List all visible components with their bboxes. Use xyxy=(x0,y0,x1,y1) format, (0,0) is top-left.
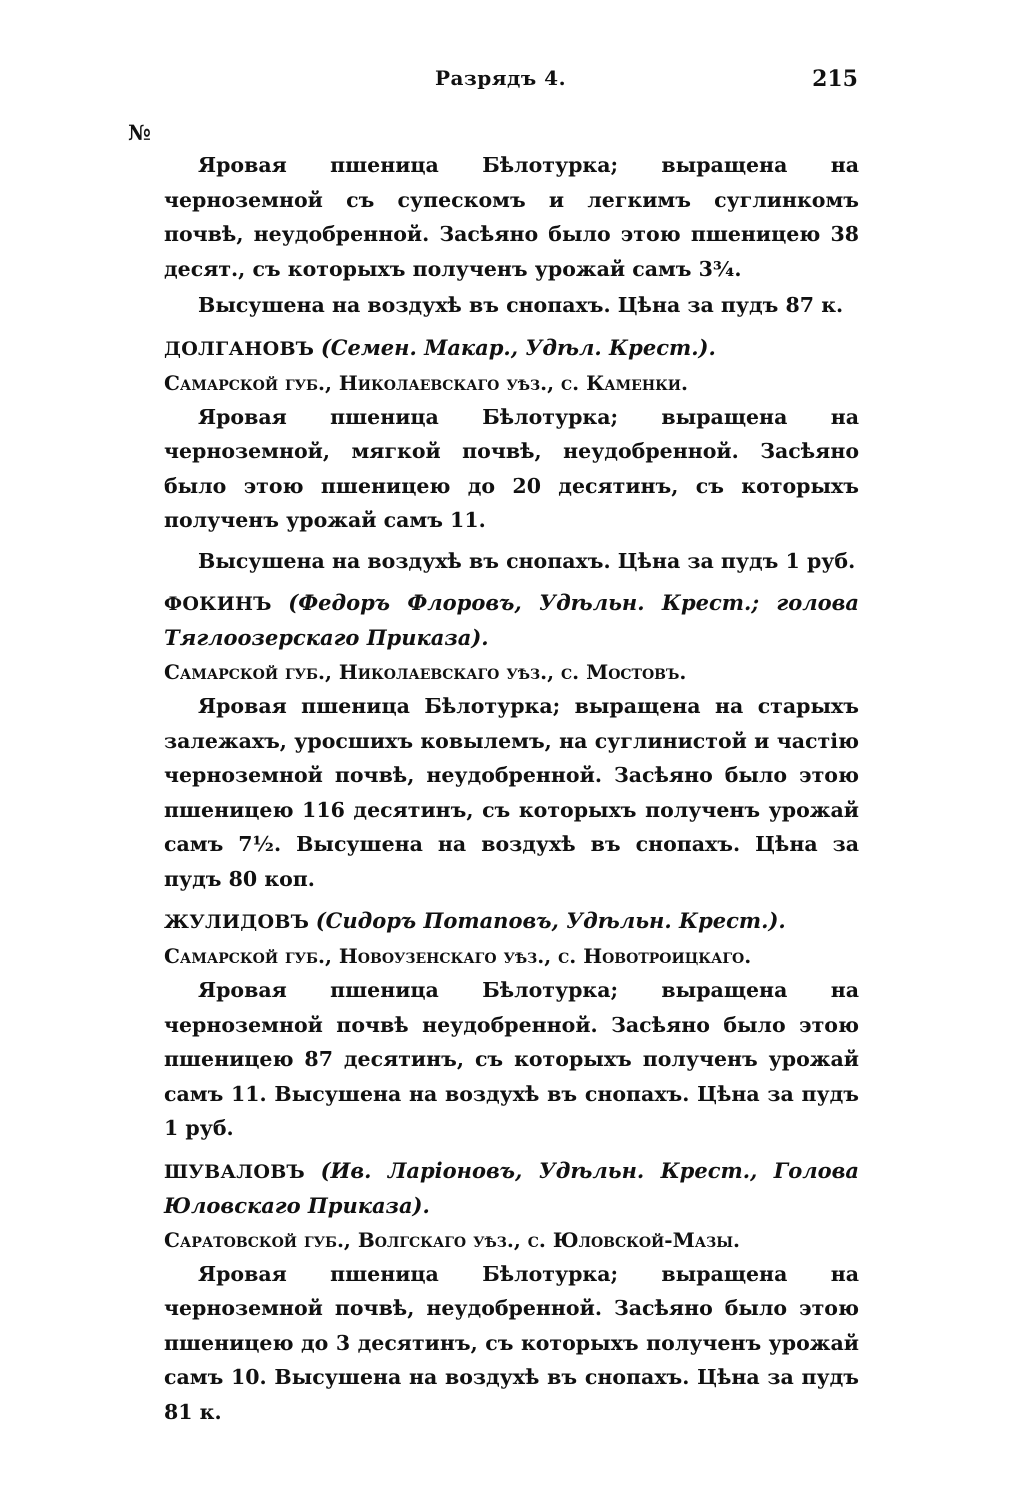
entry-heading xyxy=(164,1154,859,1223)
exhibitor-name: ШУВАЛОВЪ xyxy=(164,1160,306,1183)
paragraph: Яровая пшеница Бѣлотурка; выращена на черноземной съ супескомъ и легкимъ суглинкомъ почвѣ, неудобренной. Засѣяно было этою пшеницею 38 десят., съ которыхъ полученъ урожай самъ 3¾. xyxy=(164,153,859,281)
exhibitor-name: ЖУЛИДОВЪ xyxy=(164,911,310,933)
running-head: Разрядъ 4. xyxy=(435,66,567,90)
exhibitor-description: (Ив. Ларіоновъ, Удѣльн. Крест., Голова Юловскаго Приказа). xyxy=(164,1157,859,1218)
paragraph: Яровая пшеница Бѣлотурка; выращена на черноземной почвѣ неудобренной. Засѣяно было этою пшеницею 87 десятинъ, съ которыхъ полученъ урожай самъ 11. Высушена на воздухѣ въ снопахъ. Цѣна за пудъ 1 руб. xyxy=(164,978,859,1140)
entry-fokin xyxy=(164,586,859,896)
entry-shuvalov xyxy=(164,1154,859,1430)
exhibitor-location: Саратовской губ., Волгскаго уѣз., с. Юловской-Мазы. xyxy=(164,1227,741,1252)
number-sign: № xyxy=(128,120,151,145)
entry-heading xyxy=(164,904,859,939)
exhibitor-location: Самарской губ., Николаевскаго уѣз., с. Каменки. xyxy=(164,370,688,395)
paragraph: Яровая пшеница Бѣлотурка; выращена на старыхъ залежахъ, уросшихъ ковылемъ, на суглинистой и частію черноземной почвѣ, неудобренной. Засѣяно было этою пшеницею 116 десятинъ, съ которыхъ полученъ урожай самъ 7½. Высушена на воздухѣ въ снопахъ. Цѣна за пудъ 80 коп. xyxy=(164,694,859,891)
page-number: 215 xyxy=(812,66,858,92)
exhibitor-description: (Семен. Макар., Удѣл. Крест.). xyxy=(320,334,716,360)
paragraph: Яровая пшеница Бѣлотурка; выращена на черноземной почвѣ, неудобренной. Засѣяно было этою пшеницею до 3 десятинъ, съ которыхъ полученъ урожай самъ 10. Высушена на воздухѣ въ снопахъ. Цѣна за пудъ 81 к. xyxy=(164,1261,859,1424)
exhibitor-name: ФОКИНЪ xyxy=(164,593,272,615)
exhibitor-location: Самарской губ., Николаевскаго уѣз., с. Мостовъ. xyxy=(164,660,687,684)
exhibitor-name: ДОЛГАНОВЪ xyxy=(164,337,315,360)
entry-heading xyxy=(164,586,859,655)
exhibitor-description: (Федоръ Флоровъ, Удѣльн. Крест.; голова Тяглоозерскаго Приказа). xyxy=(164,590,859,650)
paragraph: Высушена на воздухѣ въ снопахъ. Цѣна за пудъ 87 к. xyxy=(198,293,844,317)
entry-heading xyxy=(164,331,859,366)
page-content xyxy=(164,148,859,1429)
exhibitor-location: Самарской губ., Новоузенскаго уѣз., с. Новотроицкаго. xyxy=(164,944,752,968)
exhibitor-description: (Сидоръ Потаповъ, Удѣльн. Крест.). xyxy=(315,908,786,933)
entry-dolganov xyxy=(164,331,859,579)
intro-section xyxy=(164,148,859,323)
paragraph: Яровая пшеница Бѣлотурка; выращена на черноземной, мягкой почвѣ, неудобренной. Засѣяно было этою пшеницею до 20 десятинъ, съ которыхъ полученъ урожай самъ 11. xyxy=(164,404,859,532)
entry-zhulidov xyxy=(164,904,859,1146)
paragraph: Высушена на воздухѣ въ снопахъ. Цѣна за пудъ 1 руб. xyxy=(198,548,856,573)
